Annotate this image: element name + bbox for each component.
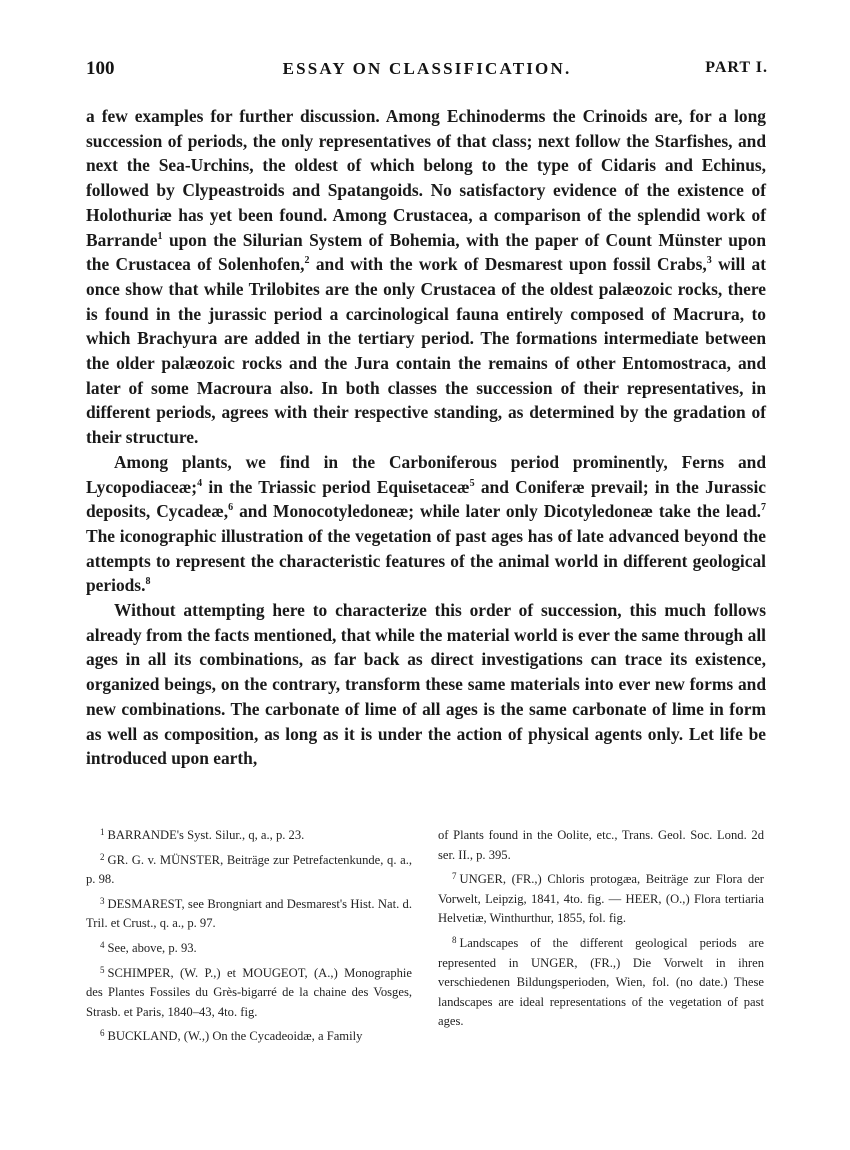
paragraph-succession: Without attempting here to characterize this order of succession, this much follows already from the facts mentioned, that while the material world is ever the same through all ages in all its combinations, as far back as direct investigations can trace its existence, organized beings, on the contrary, transform these same materials into ever new forms and new combinations. The carbonate of lime of all ages is the same carbonate of lime in form as well as composition, as long as it is under the action of physical agents only. Let life be introduced upon earth, [86, 600, 766, 769]
footnote-mark: 5 [100, 964, 105, 975]
footnote [438, 934, 764, 1032]
text-run: and Monocotyledoneæ; while later only Dicotyledoneæ take the lead. [233, 501, 761, 522]
footnote-mark: 4 [100, 939, 105, 950]
footnote [86, 1027, 412, 1047]
footnote-text: SCHIMPER, (W. P.,) et MOUGEOT, (A.,) Monographie des Plantes Fossiles du Grès-bigarré de la chaine des Vosges, Strasb. et Paris, 1840–43, 4to. fig. [86, 965, 412, 1019]
footnotes-right-column [438, 826, 764, 1037]
paragraph-plants [86, 450, 766, 598]
running-title: ESSAY ON CLASSIFICATION. [282, 59, 572, 78]
footnote-ref: 1 [157, 230, 163, 242]
footnote [86, 964, 412, 1023]
footnote-mark: 7 [452, 871, 457, 882]
text-run: Among plants, we find in the Carboniferous period prominently, Ferns and Lycopodiaceæ; [86, 451, 766, 497]
footnote-ref: 6 [228, 502, 234, 514]
footnote-text: BARRANDE's Syst. Silur., q, a., p. 23. [107, 828, 305, 842]
footnotes-left-column [86, 826, 412, 1052]
page-number: 100 [86, 58, 115, 79]
footnote-mark: 6 [100, 1028, 105, 1039]
part-label: PART I. [705, 59, 768, 76]
footnote-text: GR. G. v. MÜNSTER, Beiträge zur Petrefactenkunde, q. a., p. 98. [86, 852, 412, 887]
running-header [86, 58, 768, 88]
footnote-text: UNGER, (FR.,) Chloris protogæa, Beiträge zur Flora der Vorwelt, Leipzig, 1841, 4to. fig. — HEER, (O.,) Flora tertiaria Helvetiæ, Winthurthur, 1855, fol. fig. [438, 872, 764, 926]
footnote-text: See, above, p. 93. [107, 940, 197, 955]
text-run: upon the Silurian System of Bohemia, with the paper of Count Münster upon the Crustacea of Solenhofen, [86, 229, 766, 275]
footnote-continuation: of Plants found in the Oolite, etc., Trans. Geol. Soc. Lond. 2d ser. II., p. 395. [438, 828, 764, 862]
text-run: a few examples for further discussion. Among Echinoderms the Crinoids are, for a long succession of periods, the only representatives of that class; next follow the Starfishes, and next the Sea-Urchins, the oldest of which belong to the type of Cidaris and Echinus, followed by Clypeastroids and Spatangoids. No satisfactory evidence of the existence of Holothuriæ has yet been found. Among Crustacea, a comparison of the splendid work of Barrande [86, 106, 766, 250]
text-run: and Coniferæ prevail; in the Jurassic deposits, Cycadeæ, [86, 476, 766, 522]
footnote [86, 851, 412, 890]
footnote-text: Landscapes of the different geological periods are represented in UNGER, (FR.,) Die Vorwelt in ihren verschiedenen Bildungsperioden, Wien, fol. (no date.) These landscapes are ideal representations of the vegetation of past ages. [438, 935, 764, 1029]
footnote-mark: 3 [100, 895, 105, 906]
footnote-mark: 2 [100, 851, 105, 862]
footnote-ref: 2 [304, 255, 310, 267]
paragraph-classification-examples [86, 104, 766, 450]
text-run: The iconographic illustration of the vegetation of past ages has of late advanced beyond the attempts to represent the characteristic features of the animal world in different geological periods. [86, 525, 766, 596]
footnote-text: DESMAREST, see Brongniart and Desmarest's Hist. Nat. d. Tril. et Crust., q. a., p. 97. [86, 896, 412, 931]
footnote [86, 939, 412, 959]
footnote [86, 895, 412, 934]
footnote-mark: 1 [100, 827, 105, 837]
text-run: in the Triassic period Equisetaceæ [202, 476, 470, 497]
footnote [438, 870, 764, 929]
footnote-ref: 5 [469, 477, 475, 489]
text-run: will at once show that while Trilobites are the only Crustacea of the oldest palæozoic rocks, there is found in the jurassic period a carcinological fauna entirely composed of Macrura, to which Brachyura are added in the tertiary period. The formations intermediate between the older palæozoic rocks and the Jura contain the remains of other Entomostraca, and later of some Macroura also. In both classes the succession of their representatives, in different periods, agrees with their respective standing, as determined by the gradation of their structure. [86, 254, 766, 448]
footnote-mark: 8 [452, 934, 457, 945]
footnote-ref: 8 [145, 576, 151, 588]
footnote [86, 826, 412, 846]
footnote-ref: 4 [197, 477, 203, 489]
footnote-text: BUCKLAND, (W.,) On the Cycadeoidæ, a Family [107, 1029, 363, 1044]
body-text [86, 104, 766, 771]
footnote-ref: 3 [706, 255, 712, 267]
text-run: and with the work of Desmarest upon fossil Crabs, [309, 254, 707, 275]
footnote-ref: 7 [761, 502, 766, 514]
